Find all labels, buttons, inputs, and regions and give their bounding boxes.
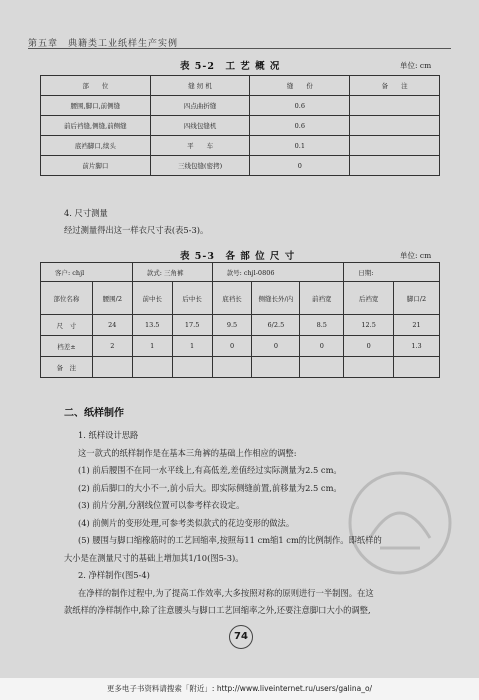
- table-cell: 1: [132, 336, 172, 357]
- paragraph: 在净样的制作过程中,为了提高工作效率,大多按照对称的原则进行一半制图。在这: [78, 588, 374, 598]
- table-cell: [350, 136, 440, 156]
- table-cell: 17.5: [172, 315, 212, 336]
- footer-link[interactable]: 更多电子书资料请搜索「附近」: http://www.liveinternet.ru/users/galina_o/: [0, 678, 479, 700]
- table-cell: [132, 357, 172, 378]
- col-header: 底裆长: [212, 282, 252, 315]
- process-table: [40, 75, 440, 176]
- table-row: [41, 116, 440, 136]
- meta-style: 款式: 三角裤: [132, 263, 212, 282]
- table-meta-row: [41, 263, 440, 282]
- section-heading: 二、纸样制作: [64, 408, 124, 419]
- list-item: (4) 前侧片的变形处理,可参考类似款式的花边变形的做法。: [78, 518, 295, 528]
- meta-customer: 客户: chjl: [41, 263, 133, 282]
- watermark-icon: [345, 468, 455, 578]
- table-cell: 13.5: [132, 315, 172, 336]
- measure-heading: 4. 尺寸测量: [64, 208, 108, 218]
- table-cell: 6/2.5: [252, 315, 300, 336]
- table-cell: 四线包缝机: [150, 116, 250, 136]
- col-header: 前中长: [132, 282, 172, 315]
- table-cell: [344, 357, 394, 378]
- page-number: 74: [229, 625, 253, 649]
- col-header: 后裆宽: [344, 282, 394, 315]
- table-row: [41, 315, 440, 336]
- col-header: 部位名称: [41, 282, 93, 315]
- table-cell: [300, 357, 344, 378]
- table-row: [41, 136, 440, 156]
- table-row: [41, 336, 440, 357]
- table-cell: 前后裆缝,侧缝,前侧缝: [41, 116, 151, 136]
- table-cell: 腰围,脚口,前侧缝: [41, 96, 151, 116]
- col-header: 部 位: [41, 76, 151, 96]
- paragraph: 这一款式的纸样制作是在基本三角裤的基础上作相应的调整:: [78, 448, 297, 458]
- table-cell: 8.5: [300, 315, 344, 336]
- table-header-row: [41, 76, 440, 96]
- table-cell: 0: [250, 156, 350, 176]
- list-item: (5) 腰围与脚口缩橡筋时的工艺回缩率,按照每11 cm缩1 cm的比例制作。即纸样的: [78, 535, 382, 545]
- col-header: 脚口/2: [394, 282, 440, 315]
- table-cell: 2: [92, 336, 132, 357]
- sub-heading-1: 1. 纸样设计思路: [78, 430, 139, 440]
- table-cell: [350, 96, 440, 116]
- list-item: (3) 前片分割,分割线位置可以参考样衣设定。: [78, 500, 245, 510]
- col-header: 侧缝长外/内: [252, 282, 300, 315]
- header-rule: [28, 48, 451, 49]
- table-cell: [212, 357, 252, 378]
- table-cell: 0: [252, 336, 300, 357]
- table-cell: 0: [300, 336, 344, 357]
- table-cell: 21: [394, 315, 440, 336]
- table-cell: 前片脚口: [41, 156, 151, 176]
- col-header: 前裆宽: [300, 282, 344, 315]
- table1-unit: 单位: cm: [400, 61, 432, 70]
- size-table: [40, 262, 440, 378]
- table-cell: 0: [344, 336, 394, 357]
- table-cell: 0.6: [250, 116, 350, 136]
- table-cell: 12.5: [344, 315, 394, 336]
- table-cell: 底裆脚口,续头: [41, 136, 151, 156]
- table2-title: 表 5-3 各 部 位 尺 寸: [180, 251, 296, 262]
- table-cell: 0: [212, 336, 252, 357]
- col-header: 备 注: [350, 76, 440, 96]
- col-header: 后中长: [172, 282, 212, 315]
- col-header: 缝 纫 机: [150, 76, 250, 96]
- chapter-header: 第五章 典籍类工业纸样生产实例: [28, 39, 179, 49]
- table1-title: 表 5-2 工 艺 概 况: [180, 61, 281, 72]
- table-cell: [252, 357, 300, 378]
- list-item: (1) 前后腰围不在同一水平线上,有高低差,差值经过实际测量为2.5 cm。: [78, 465, 342, 475]
- sub-heading-2: 2. 净样制作(图5-4): [78, 570, 150, 580]
- table-cell: 备 注: [41, 357, 93, 378]
- table-cell: 尺 寸: [41, 315, 93, 336]
- meta-date: 日期:: [344, 263, 440, 282]
- table-cell: 1: [172, 336, 212, 357]
- table-cell: 平 车: [150, 136, 250, 156]
- table-cell: 三线包缝(密拷): [150, 156, 250, 176]
- table-cell: [92, 357, 132, 378]
- measure-text: 经过测量得出这一样衣尺寸表(表5-3)。: [64, 225, 209, 235]
- table-row: [41, 156, 440, 176]
- table-cell: 9.5: [212, 315, 252, 336]
- col-header: 缝 份: [250, 76, 350, 96]
- table-cell: 0.1: [250, 136, 350, 156]
- meta-style-number: 款号: chjl-0806: [212, 263, 344, 282]
- table-cell: 档差±: [41, 336, 93, 357]
- table-cell: 1.3: [394, 336, 440, 357]
- table-cell: [172, 357, 212, 378]
- table-header-row: [41, 282, 440, 315]
- list-item: (2) 前后脚口的大小不一,前小后大。即实际侧缝前置,前移量为2.5 cm。: [78, 483, 342, 493]
- table2-unit: 单位: cm: [400, 251, 432, 260]
- table-row: [41, 357, 440, 378]
- list-item: 大小是在测量尺寸的基础上增加其1/10(图5-3)。: [64, 553, 244, 563]
- table-cell: 四点曲折缝: [150, 96, 250, 116]
- table-cell: [394, 357, 440, 378]
- table-cell: 0.6: [250, 96, 350, 116]
- paragraph: 款纸样的净样制作中,除了注意腰头与脚口工艺回缩率之外,还要注意脚口大小的调整,: [64, 605, 371, 615]
- table-row: [41, 96, 440, 116]
- col-header: 腰围/2: [92, 282, 132, 315]
- table-cell: [350, 116, 440, 136]
- table-cell: 24: [92, 315, 132, 336]
- table-cell: [350, 156, 440, 176]
